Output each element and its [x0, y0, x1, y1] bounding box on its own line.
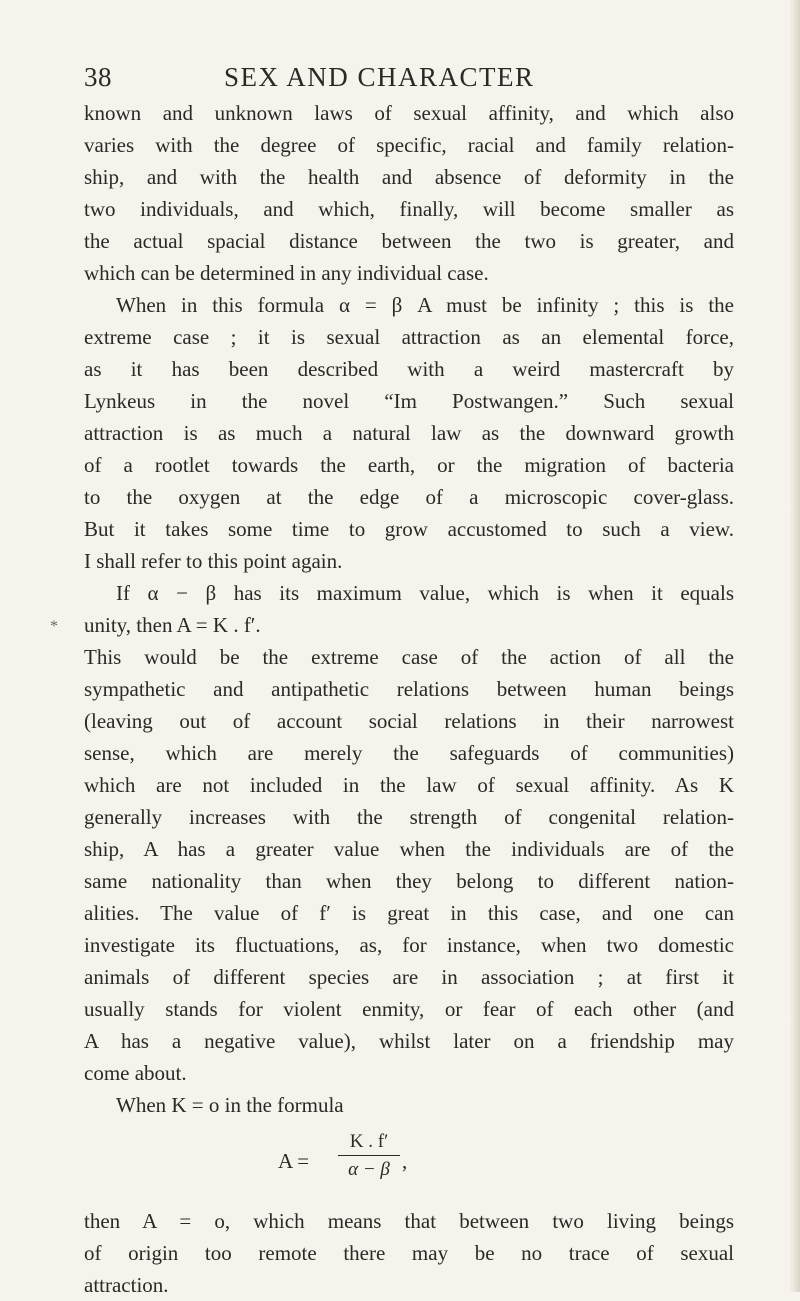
margin-mark: * — [50, 618, 58, 635]
text-line: to the oxygen at the edge of a microscopic cover-glass. — [84, 485, 734, 509]
text-line: of origin too remote there may be no trace of sexual — [84, 1241, 734, 1265]
text-line: then A = o, which means that between two living beings — [84, 1209, 734, 1233]
text-line: two individuals, and which, finally, will become smaller as — [84, 197, 734, 221]
text-line: When K = o in the formula — [116, 1093, 344, 1117]
page-header — [84, 59, 734, 95]
text-line: which can be determined in any individual case. — [84, 261, 489, 285]
text-line: If α − β has its maximum value, which is when it equals — [116, 581, 734, 605]
text-line: This would be the extreme case of the action of all the — [84, 645, 734, 669]
text-line: ship, and with the health and absence of deformity in the — [84, 165, 734, 189]
text-line: generally increases with the strength of congenital relation- — [84, 805, 734, 829]
text-line: same nationality than when they belong to different nation- — [84, 869, 734, 893]
text-line: unity, then A = K . f′. — [84, 613, 261, 637]
text-line: as it has been described with a weird mastercraft by — [84, 357, 734, 381]
text-line: sense, which are merely the safeguards of communities) — [84, 741, 734, 765]
formula-fraction — [336, 1129, 402, 1184]
text-line: attraction. — [84, 1273, 169, 1297]
text-line: of a rootlet towards the earth, or the migration of bacteria — [84, 453, 734, 477]
formula-comma: , — [402, 1149, 408, 1173]
page-number: 38 — [84, 62, 112, 92]
text-line: alities. The value of f′ is great in this case, and one can — [84, 901, 734, 925]
text-line: come about. — [84, 1061, 187, 1085]
page-edge-shadow — [790, 0, 800, 1292]
formula-lhs: A = — [278, 1149, 310, 1173]
text-line: usually stands for violent enmity, or fear of each other (and — [84, 997, 734, 1021]
text-line: A has a negative value), whilst later on a friendship may — [84, 1029, 734, 1053]
text-line: sympathetic and antipathetic relations between human beings — [84, 677, 734, 701]
text-line: Lynkeus in the novel “Im Postwangen.” Such sexual — [84, 389, 734, 413]
text-line: the actual spacial distance between the two is greater, and — [84, 229, 734, 253]
formula-denominator: α − β — [348, 1159, 390, 1180]
formula — [84, 1129, 734, 1191]
text-line: When in this formula α = β A must be infinity ; this is the — [116, 293, 734, 317]
body-text — [84, 97, 734, 1301]
text-line: which are not included in the law of sexual affinity. As K — [84, 773, 734, 797]
text-line: (leaving out of account social relations in their narrowest — [84, 709, 734, 733]
text-line: varies with the degree of specific, racial and family relation- — [84, 133, 734, 157]
running-head: SEX AND CHARACTER — [224, 62, 535, 92]
text-line: investigate its fluctuations, as, for instance, when two domestic — [84, 933, 734, 957]
text-line: But it takes some time to grow accustomed to such a view. — [84, 517, 734, 541]
text-line: extreme case ; it is sexual attraction as an elemental force, — [84, 325, 734, 349]
formula-numerator: K . f′ — [349, 1131, 389, 1152]
text-line: attraction is as much a natural law as the downward growth — [84, 421, 734, 445]
text-line: ship, A has a greater value when the individuals are of the — [84, 837, 734, 861]
text-line: known and unknown laws of sexual affinity, and which also — [84, 101, 734, 125]
text-line: I shall refer to this point again. — [84, 549, 343, 573]
text-line: animals of different species are in association ; at first it — [84, 965, 734, 989]
